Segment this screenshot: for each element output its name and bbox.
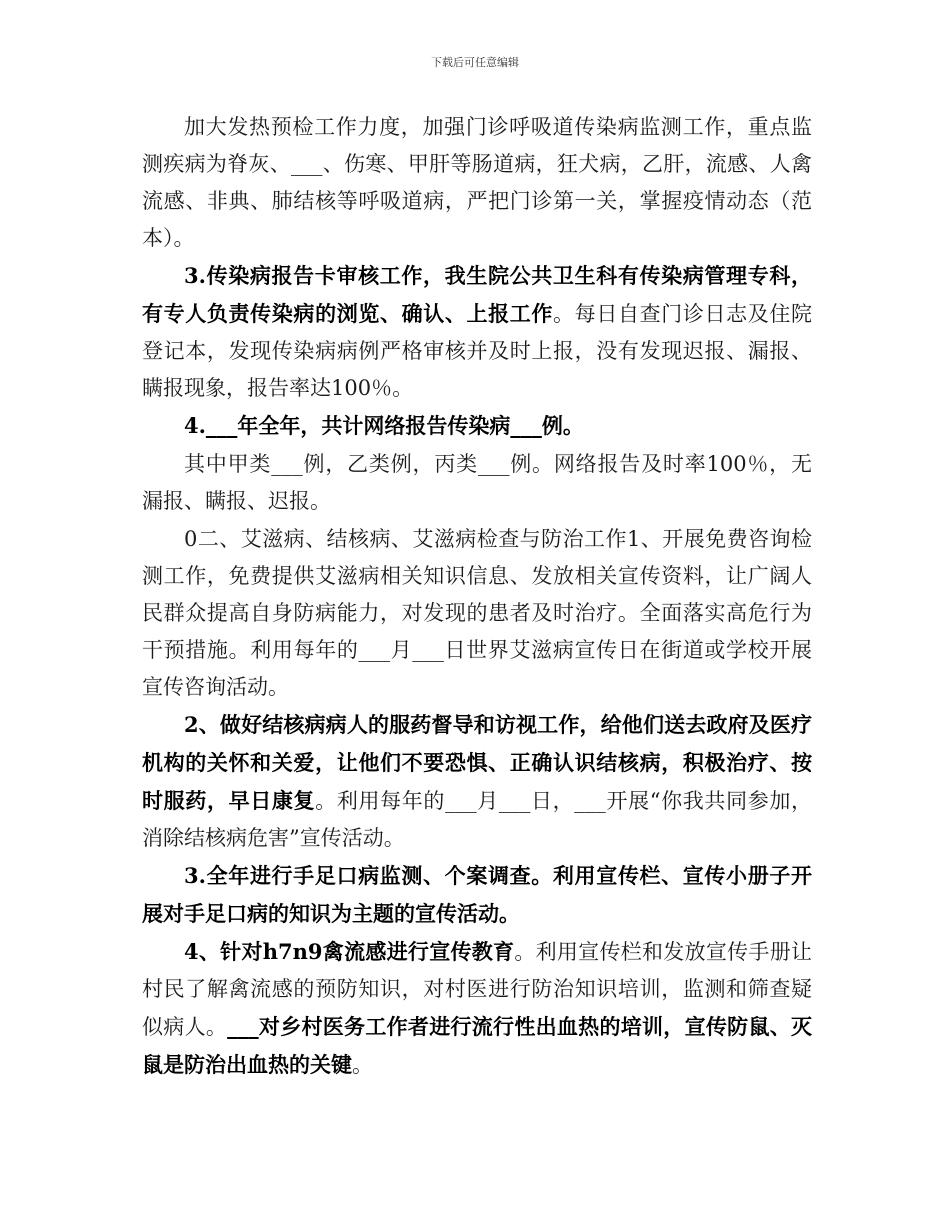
paragraph-bold-text: 4.___年全年，共计网络报告传染病___例。 (184, 413, 584, 438)
paragraph-bold-text: 3.全年进行手足口病监测、个案调查。利用宣传栏、宣传小册子开展对手足口病的知识为主题的宣传活动。 (142, 863, 812, 926)
page-header-note: 下载后可任意编辑 (431, 56, 519, 69)
paragraph-bold-text: 2、做好结核病病人的服药督导和访视工作，给他们送去政府及医疗机构的关怀和关爱，让他们不要恐惧、正确认识结核病，积极治疗、按时服药，早日康复 (142, 712, 812, 813)
paragraph-bold-text-2: ___对乡村医务工作者进行流行性出血热的培训，宣传防鼠、灭鼠是防治出血热的关键 (142, 1014, 813, 1077)
paragraph-h7n9-education (142, 933, 812, 1084)
paragraph-fever-screening (142, 108, 812, 257)
paragraph-aids-tb-work (142, 520, 812, 706)
paragraph-text: 0二、艾滋病、结核病、艾滋病检查与防治工作1、开展免费咨询检测工作，免费提供艾滋病相关知识信息、发放相关宣传资料，让广阔人民群众提高自身防病能力，对发现的患者及时治疗。全面落实高危行为干预措施。利用每年的___月___日世界艾滋病宣传日在街道或学校开展宣传咨询活动。 (142, 527, 812, 699)
paragraph-annual-reports (142, 407, 812, 445)
paragraph-bold-text: 4、针对h7n9禽流感进行宣传教育 (184, 939, 515, 964)
paragraph-report-breakdown (142, 445, 812, 520)
paragraph-tb-supervision (142, 706, 812, 857)
paragraph-text: 其中甲类___例，乙类例，丙类___例。网络报告及时率100％，无漏报、瞒报、迟报。 (142, 452, 812, 513)
document-body (142, 108, 812, 1084)
paragraph-bold-text: 3.传染病报告卡审核工作，我生院公共卫生科有传染病管理专科，有专人负责传染病的浏览、确认、上报工作 (142, 263, 812, 326)
paragraph-hfmd-monitoring (142, 857, 812, 933)
paragraph-text-2: 。 (352, 1053, 373, 1077)
paragraph-text: 。利用每年的___月___日，___开展“你我共同参加，消除结核病危害”宣传活动。 (142, 789, 813, 850)
paragraph-report-card-review (142, 257, 812, 407)
paragraph-text: 。每日自查门诊日志及住院登记本，发现传染病病例严格审核并及时上报，没有发现迟报、漏报、瞒报现象，报告率达100％。 (142, 302, 813, 400)
paragraph-text: 加大发热预检工作力度，加强门诊呼吸道传染病监测工作，重点监测疾病为脊灰、___、伤寒、甲肝等肠道病，狂犬病，乙肝，流感、人禽流感、非典、肺结核等呼吸道病，严把门诊第一关，掌握疫情动态（范本）。 (142, 115, 812, 250)
paragraph-text: 。利用宣传栏和发放宣传手册让村民了解禽流感的预防知识，对村医进行防治知识培训，监测和筛查疑似病人。 (142, 940, 812, 1039)
